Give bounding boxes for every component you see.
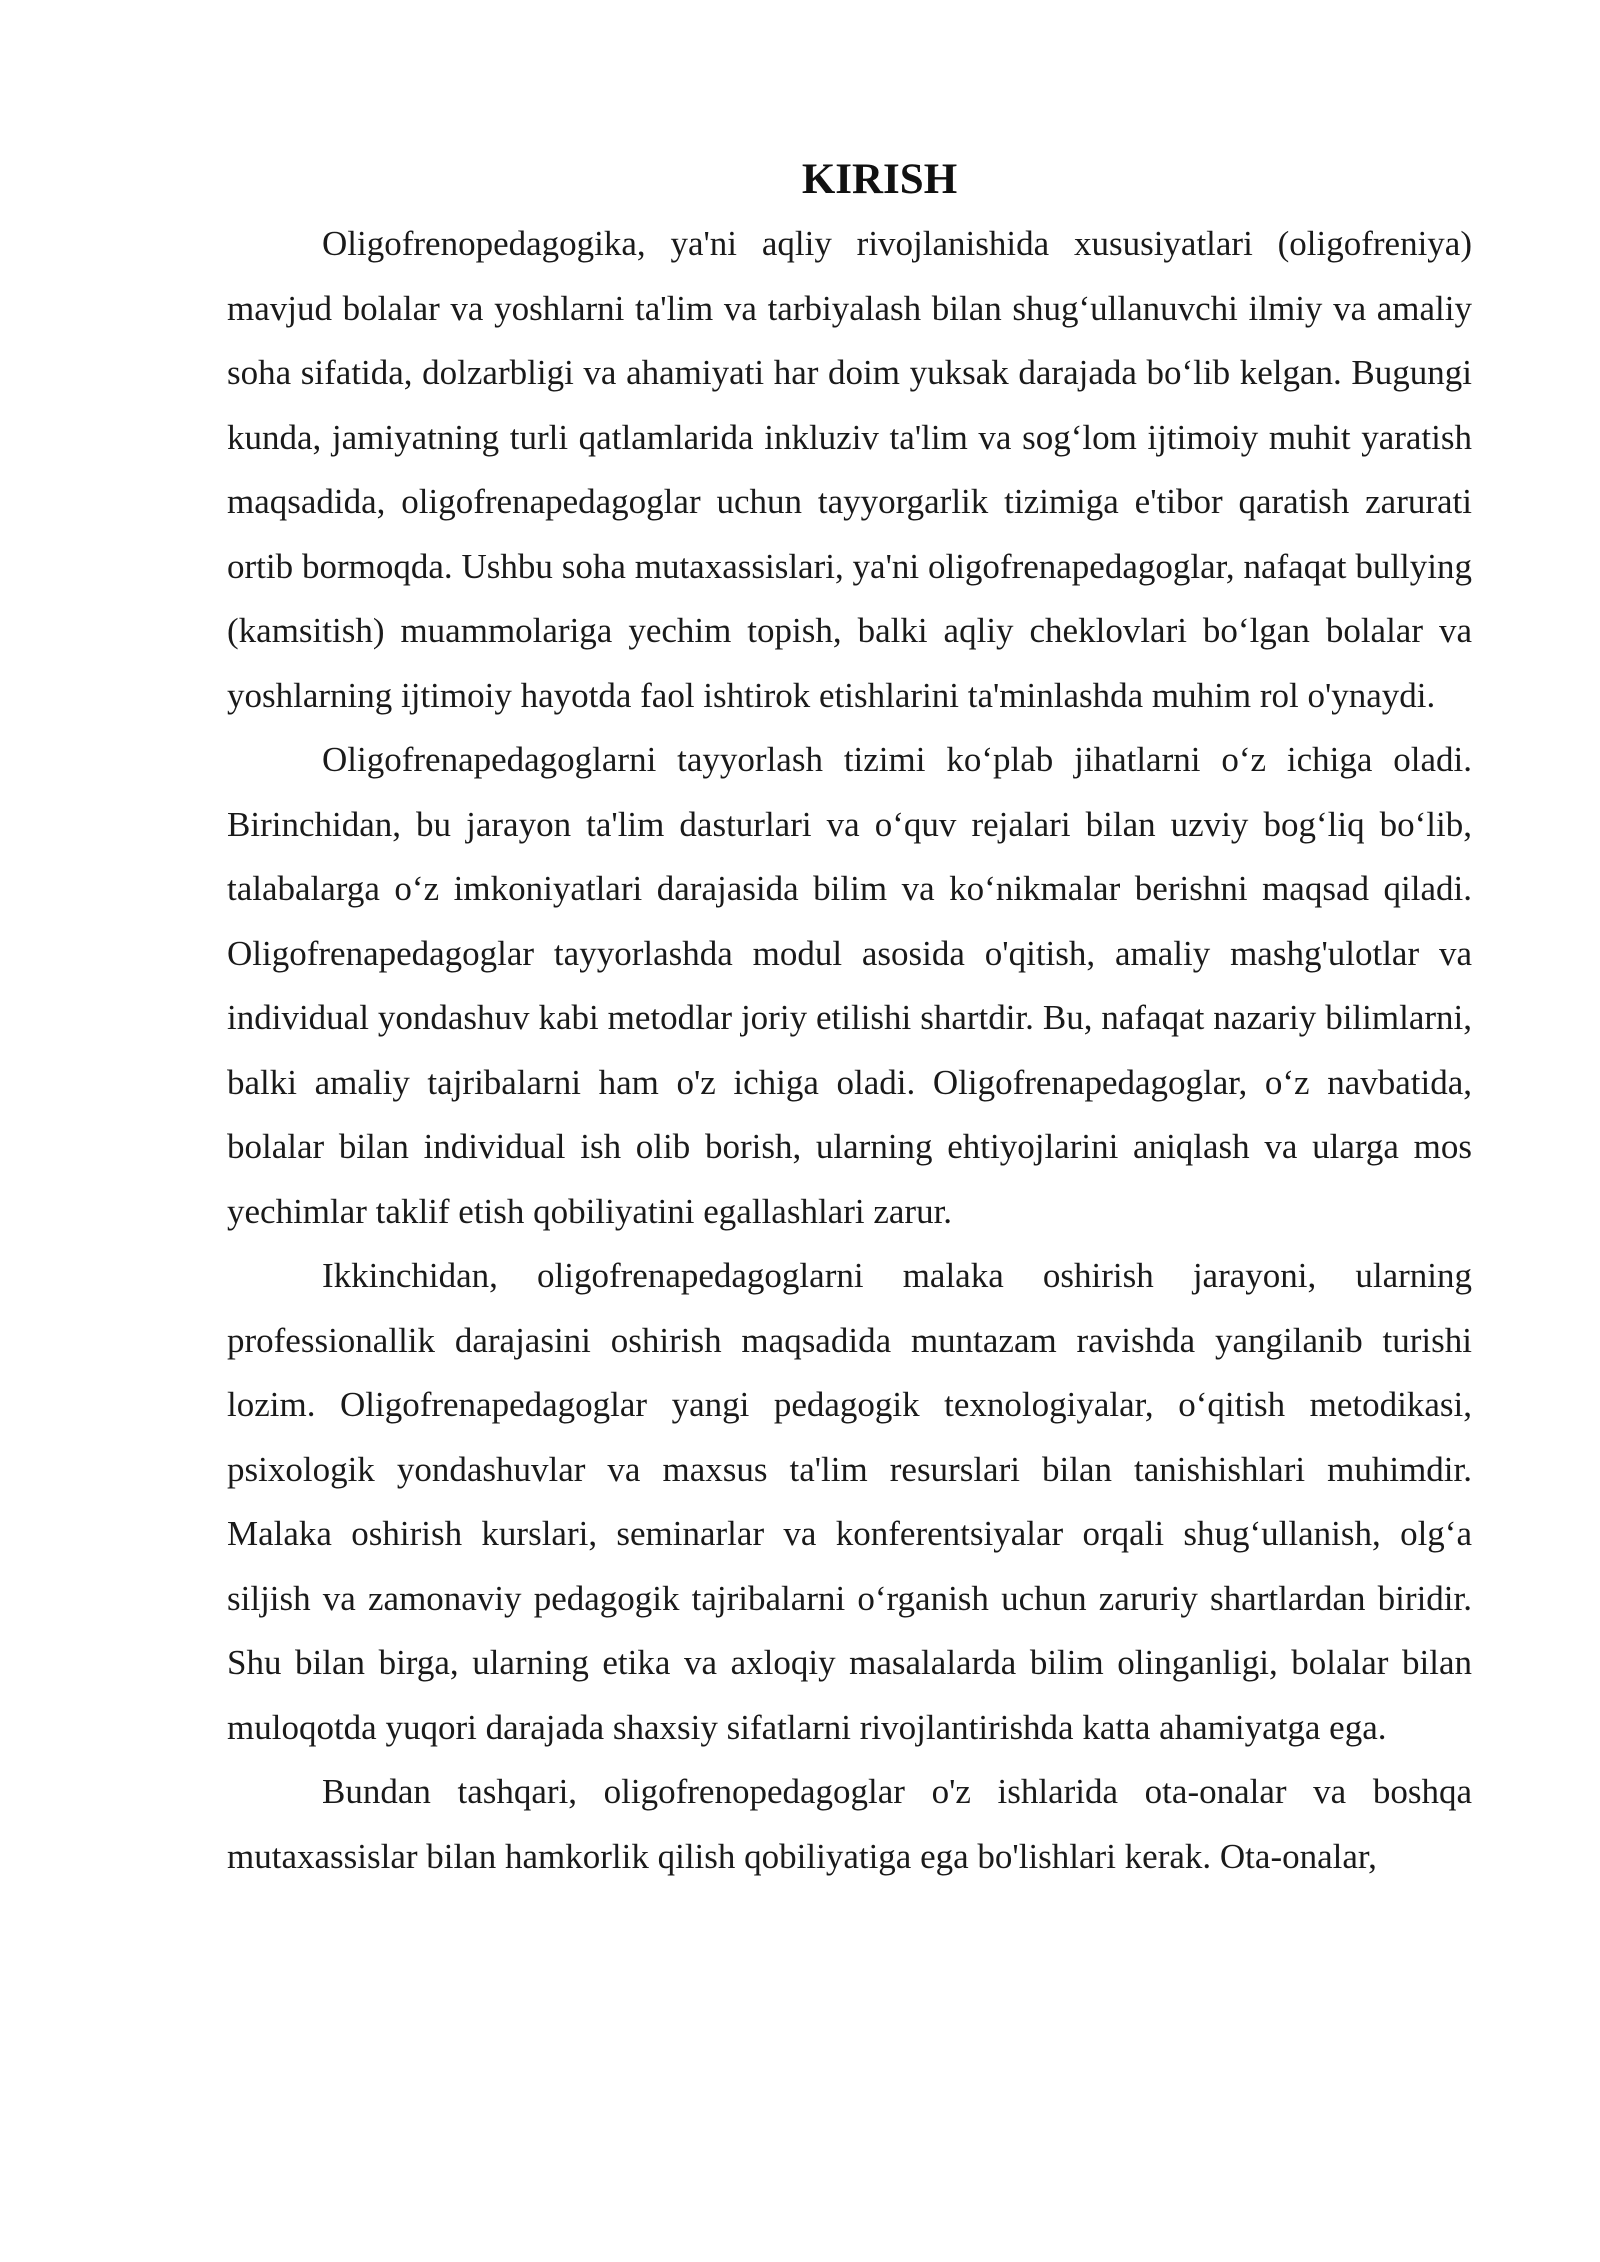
paragraph-2: Oligofrenapedagoglarni tayyorlash tizimi ko‘plab jihatlarni o‘z ichiga oladi. Birinchidan, bu jarayon ta'lim dasturlari va o‘quv rejalari bilan uzviy bog‘liq bo‘lib, talabalarga o‘z imkoniyatlari darajasida bilim va ko‘nikmalar berishni maqsad qiladi. Oligofrenapedagoglar tayyorlashda modul asosida o'qitish, amaliy mashg'ulotlar va individual yondashuv kabi metodlar joriy etilishi shartdir. Bu, nafaqat nazariy bilimlarni, balki amaliy tajribalarni ham o'z ichiga oladi. Oligofrenapedagoglar, o‘z navbatida, bolalar bilan individual ish olib borish, ularning ehtiyojlarini aniqlash va ularga mos yechimlar taklif etish qobiliyatini egallashlari zarur. xyxy=(227,740,1472,1231)
page-title: KIRISH xyxy=(801,156,958,203)
paragraph-1: Oligofrenopedagogika, ya'ni aqliy rivojlanishida xususiyatlari (oligofreniya) mavjud bolalar va yoshlarni ta'lim va tarbiyalash bilan shug‘ullanuvchi ilmiy va amaliy soha sifatida, dolzarbligi va ahamiyati har doim yuksak darajada bo‘lib kelgan. Bugungi kunda, jamiyatning turli qatlamlarida inkluziv ta'lim va sog‘lom ijtimoiy muhit yaratish maqsadida, oligofrenapedagoglar uchun tayyorgarlik tizimiga e'tibor qaratish zarurati ortib bormoqda. Ushbu soha mutaxassislari, ya'ni oligofrenapedagoglar, nafaqat bullying (kamsitish) muammolariga yechim topish, balki aqliy cheklovlari bo‘lgan bolalar va yoshlarning ijtimoiy hayotda faol ishtirok etishlarini ta'minlashda muhim rol o'ynaydi. xyxy=(227,224,1472,715)
paragraph-3: Ikkinchidan, oligofrenapedagoglarni malaka oshirish jarayoni, ularning professionallik darajasini oshirish maqsadida muntazam ravishda yangilanib turishi lozim. Oligofrenapedagoglar yangi pedagogik texnologiyalar, o‘qitish metodikasi, psixologik yondashuvlar va maxsus ta'lim resurslari bilan tanishishlari muhimdir. Malaka oshirish kurslari, seminarlar va konferentsiyalar orqali shug‘ullanish, olg‘a siljish va zamonaviy pedagogik tajribalarni o‘rganish uchun zaruriy shartlardan biridir. Shu bilan birga, ularning etika va axloqiy masalalarda bilim olinganligi, bolalar bilan muloqotda yuqori darajada shaxsiy sifatlarni rivojlantirishda katta ahamiyatga ega. xyxy=(227,1256,1472,1747)
document-body xyxy=(227,148,1472,1889)
paragraph-4: Bundan tashqari, oligofrenopedagoglar o'z ishlarida ota-onalar va boshqa mutaxassislar bilan hamkorlik qilish qobiliyatiga ega bo'lishlari kerak. Ota-onalar, xyxy=(227,1772,1472,1876)
